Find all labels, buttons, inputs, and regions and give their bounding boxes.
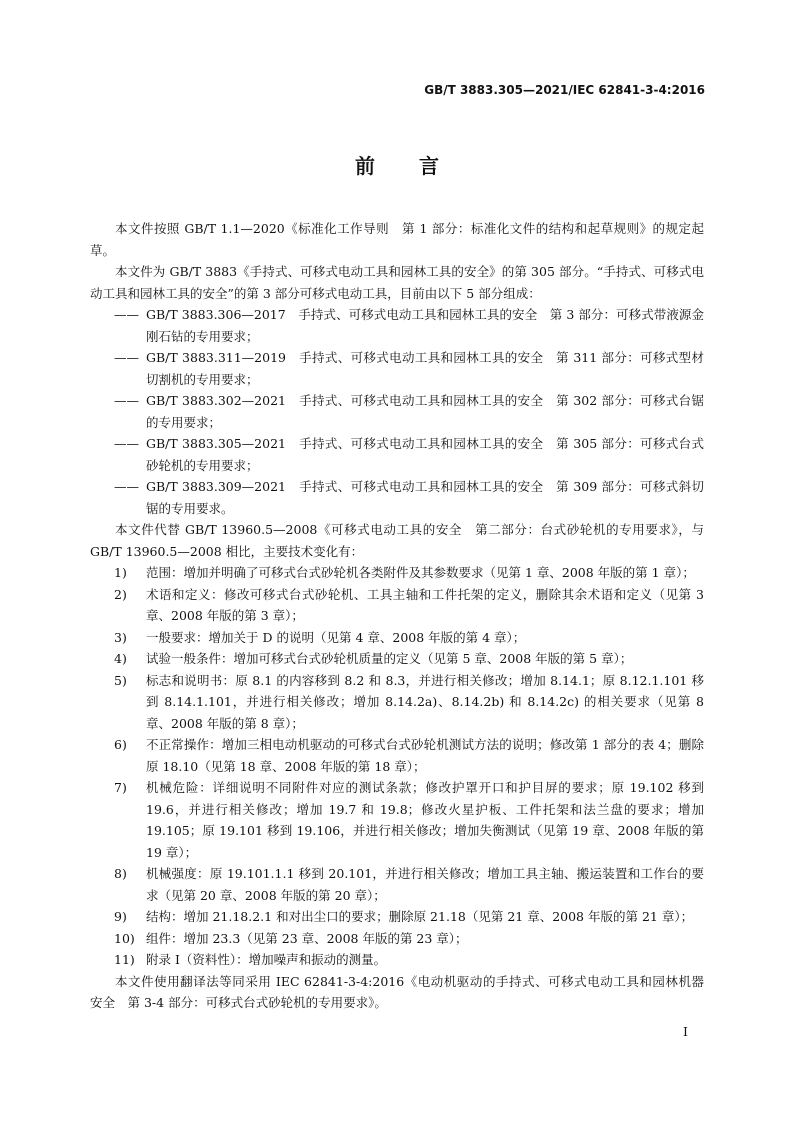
item-number: 10)	[114, 930, 135, 946]
change-item	[90, 734, 704, 777]
change-text: 一般要求：增加关于 D 的说明（见第 4 章、2008 年版的第 4 章）；	[146, 629, 526, 645]
change-item	[90, 627, 704, 649]
change-text: 术语和定义：修改可移式台式砂轮机、工具主轴和工件托架的定义，删除其余术语和定义（见第 3 章、2008 年版的第 3 章）；	[146, 586, 704, 623]
change-item	[90, 670, 704, 735]
intro-paragraph-1: 本文件按照 GB/T 1.1—2020《标准化工作导则 第 1 部分：标准化文件的结构和起草规则》的规定起草。	[90, 221, 704, 258]
change-text: 机械危险：详细说明不同附件对应的测试条款；修改护罩开口和护目屏的要求；原 19.102 移到 19.6，并进行相关修改；增加 19.7 和 19.8；修改火星护板、工件托架和法兰盘的要求；增加 19.105；原 19.101 移到 19.106，并进行相关修改；增加失衡测试（见第 19 章、2008 年版的第 19 章）；	[146, 780, 704, 860]
change-text: 范围：增加并明确了可移式台式砂轮机各类附件及其参数要求（见第 1 章、2008 年版的第 1 章）；	[146, 565, 695, 580]
change-item	[90, 777, 704, 863]
item-number: 7)	[114, 780, 127, 795]
dash-marker: ——	[114, 393, 139, 408]
change-text: 附录 I（资料性）：增加噪声和振动的测量。	[146, 952, 387, 967]
changes-list	[90, 562, 704, 971]
change-item	[90, 949, 704, 971]
list-item	[90, 347, 704, 390]
list-item	[90, 476, 704, 519]
dash-marker: ——	[114, 436, 139, 451]
item-number: 8)	[114, 866, 127, 881]
change-item	[90, 562, 704, 584]
list-item	[90, 433, 704, 476]
item-number: 3)	[114, 629, 127, 645]
intro-paragraph-2: 本文件为 GB/T 3883《手持式、可移式电动工具和园林工具的安全》的第 305 部分。“手持式、可移式电动工具和园林工具的安全”的第 3 部分可移式电动工具，目前由以下 5 部分组成：	[90, 264, 704, 301]
list-item-text: GB/T 3883.311—2019 手持式、可移式电动工具和园林工具的安全 第 311 部分：可移式型材切割机的专用要求；	[146, 350, 704, 387]
page-number: I	[683, 1024, 688, 1039]
dash-marker: ——	[114, 350, 139, 365]
change-item	[90, 863, 704, 906]
change-text: 试验一般条件：增加可移式台式砂轮机质量的定义（见第 5 章、2008 年版的第 5 章）；	[146, 651, 633, 666]
list-item-text: GB/T 3883.302—2021 手持式、可移式电动工具和园林工具的安全 第 302 部分：可移式台锯的专用要求；	[146, 393, 704, 430]
change-item	[90, 928, 704, 950]
item-number: 4)	[114, 651, 127, 666]
change-item	[90, 584, 704, 627]
page-title: 前言	[355, 154, 483, 178]
change-text: 不正常操作：增加三相电动机驱动的可移式台式砂轮机测试方法的说明；修改第 1 部分的表 4；删除原 18.10（见第 18 章、2008 年版的第 18 章）；	[146, 737, 704, 774]
replacement-paragraph: 本文件代替 GB/T 13960.5—2008《可移式电动工具的安全 第二部分：台式砂轮机的专用要求》，与 GB/T 13960.5—2008 相比，主要技术变化有：	[90, 522, 704, 559]
item-number: 1)	[114, 565, 127, 580]
adoption-paragraph: 本文件使用翻译法等同采用 IEC 62841-3-4:2016《电动机驱动的手持式、可移式电动工具和园林机器 安全 第 3-4 部分：可移式台式砂轮机的专用要求》。	[90, 973, 717, 1010]
change-text: 机械强度：原 19.101.1.1 移到 20.101，并进行相关修改；增加工具主轴、搬运装置和工作台的要求（见第 20 章、2008 年版的第 20 章）；	[146, 866, 704, 903]
dash-marker: ——	[114, 307, 139, 322]
parts-list	[90, 304, 704, 519]
list-item	[90, 390, 704, 433]
list-item-text: GB/T 3883.305—2021 手持式、可移式电动工具和园林工具的安全 第 305 部分：可移式台式砂轮机的专用要求；	[146, 436, 704, 473]
item-number: 9)	[114, 909, 127, 924]
list-item	[90, 304, 704, 347]
change-text: 标志和说明书：原 8.1 的内容移到 8.2 和 8.3，并进行相关修改；增加 8.14.1；原 8.12.1.101 移到 8.14.1.101，并进行相关修改；增加 8.14.2a)、8.14.2b) 和 8.14.2c) 的相关要求（见第 8 章、2008 年版的第 8 章）；	[146, 672, 704, 731]
item-number: 5)	[114, 672, 127, 688]
standard-number-header: GB/T 3883.305—2021/IEC 62841-3-4:2016	[424, 83, 705, 97]
dash-marker: ——	[114, 479, 139, 494]
list-item-text: GB/T 3883.306—2017 手持式、可移式电动工具和园林工具的安全 第 3 部分：可移式带液源金刚石钻的专用要求；	[146, 307, 704, 344]
item-number: 2)	[114, 586, 127, 602]
change-item	[90, 906, 704, 928]
list-item-text: GB/T 3883.309—2021 手持式、可移式电动工具和园林工具的安全 第 309 部分：可移式斜切锯的专用要求。	[146, 479, 704, 516]
change-item	[90, 648, 704, 670]
item-number: 11)	[114, 952, 135, 967]
item-number: 6)	[114, 737, 127, 752]
change-text: 组件：增加 23.3（见第 23 章、2008 年版的第 23 章）；	[146, 930, 468, 946]
foreword-body	[90, 218, 717, 1014]
change-text: 结构：增加 21.18.2.1 和对出尘口的要求；删除原 21.18（见第 21 章、2008 年版的第 21 章）；	[146, 909, 694, 924]
